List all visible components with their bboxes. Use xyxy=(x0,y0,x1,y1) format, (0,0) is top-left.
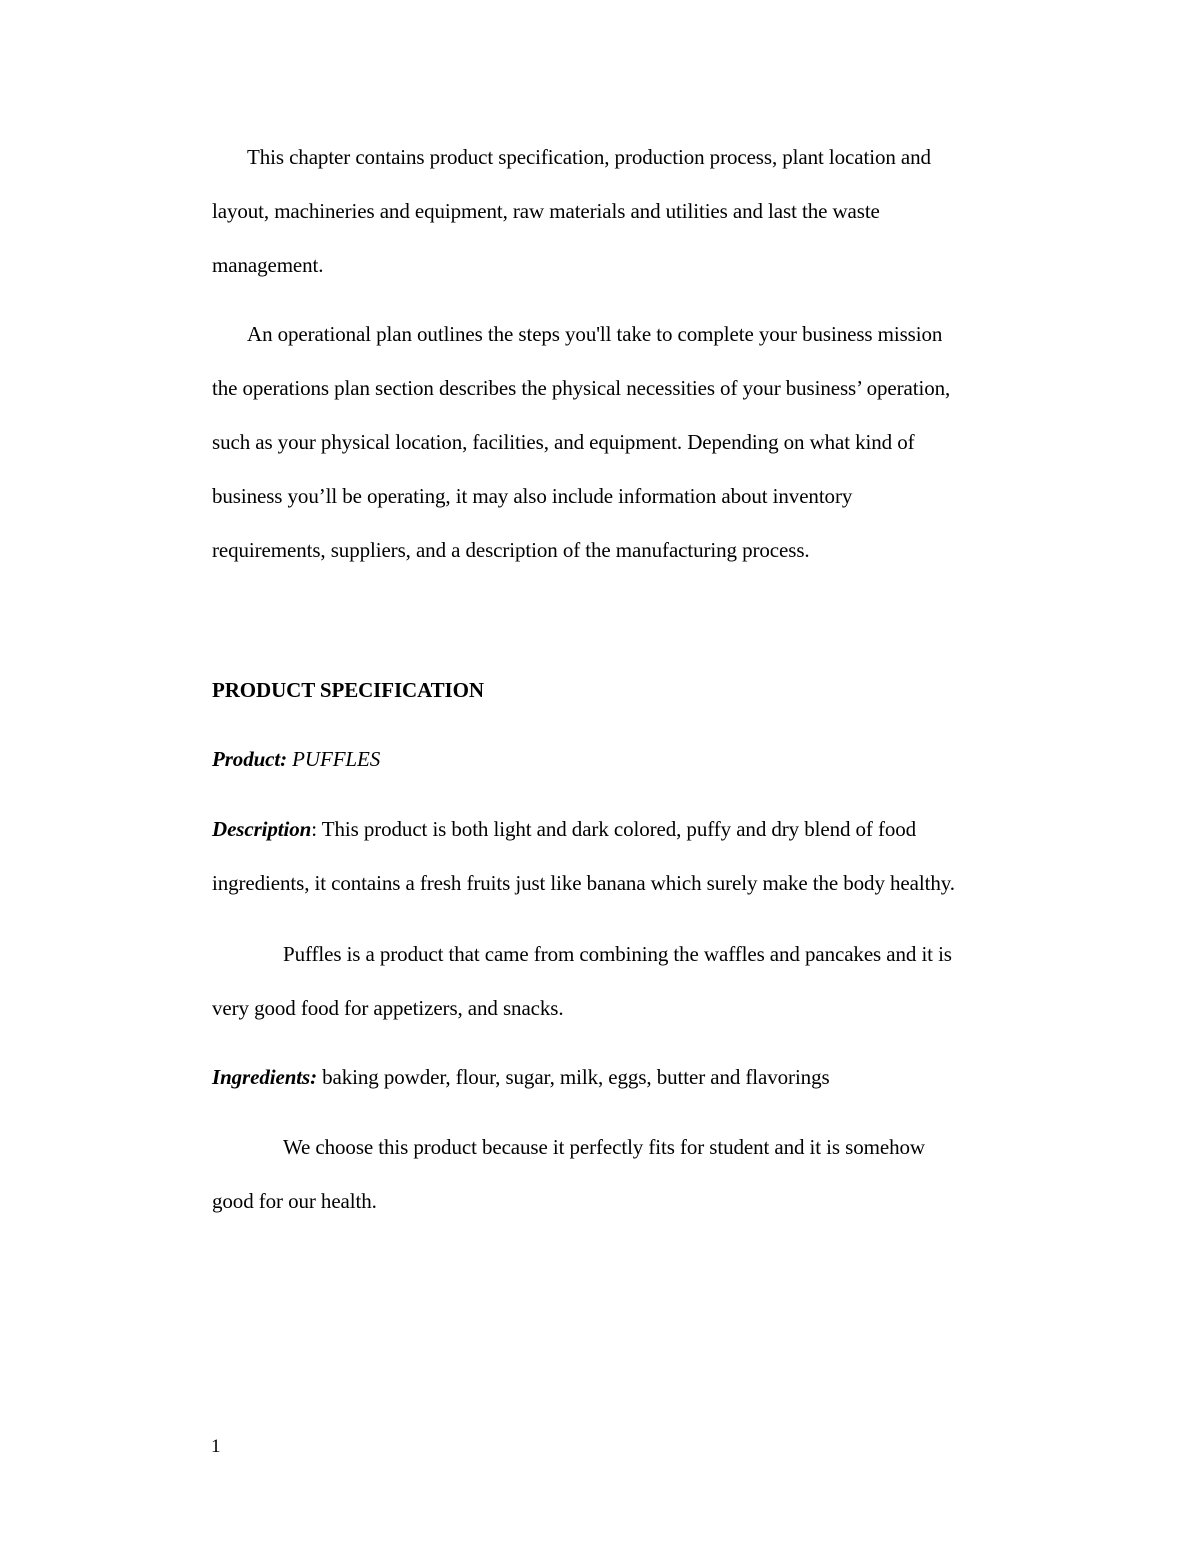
choose-paragraph-line-2: good for our health. xyxy=(212,1189,377,1213)
choose-paragraph-line-1: We choose this product because it perfectly fits for student and it is somehow xyxy=(283,1135,925,1159)
intro-paragraph-2-line-2: the operations plan section describes the physical necessities of your business’ operation, xyxy=(212,376,951,400)
product-value: PUFFLES xyxy=(287,747,381,771)
ingredients-line xyxy=(212,1064,830,1090)
description-line-1 xyxy=(212,816,916,842)
product-line xyxy=(212,746,380,772)
description-line-2: ingredients, it contains a fresh fruits just like banana which surely make the body healthy. xyxy=(212,871,955,895)
intro-paragraph-1-line-1: This chapter contains product specification, production process, plant location and xyxy=(247,145,931,169)
puffles-paragraph-line-2: very good food for appetizers, and snacks. xyxy=(212,996,564,1020)
page-number: 1 xyxy=(211,1436,221,1457)
intro-paragraph-2-line-5: requirements, suppliers, and a description of the manufacturing process. xyxy=(212,538,810,562)
intro-paragraph-2-line-4: business you’ll be operating, it may also include information about inventory xyxy=(212,484,853,508)
puffles-paragraph-line-1: Puffles is a product that came from combining the waffles and pancakes and it is xyxy=(283,942,952,966)
intro-paragraph-1-line-3: management. xyxy=(212,253,324,277)
intro-paragraph-2-line-3: such as your physical location, facilities, and equipment. Depending on what kind of xyxy=(212,430,915,454)
intro-paragraph-1-line-2: layout, machineries and equipment, raw materials and utilities and last the waste xyxy=(212,199,880,223)
ingredients-value: baking powder, flour, sugar, milk, eggs, butter and flavorings xyxy=(316,1065,830,1089)
section-heading: PRODUCT SPECIFICATION xyxy=(212,678,484,702)
description-text: : This product is both light and dark colored, puffy and dry blend of food xyxy=(311,817,917,841)
product-label: Product: xyxy=(212,747,288,771)
description-label: Description xyxy=(212,817,312,841)
ingredients-label: Ingredients: xyxy=(212,1065,317,1089)
intro-paragraph-2-line-1: An operational plan outlines the steps you'll take to complete your business mission xyxy=(247,322,943,346)
